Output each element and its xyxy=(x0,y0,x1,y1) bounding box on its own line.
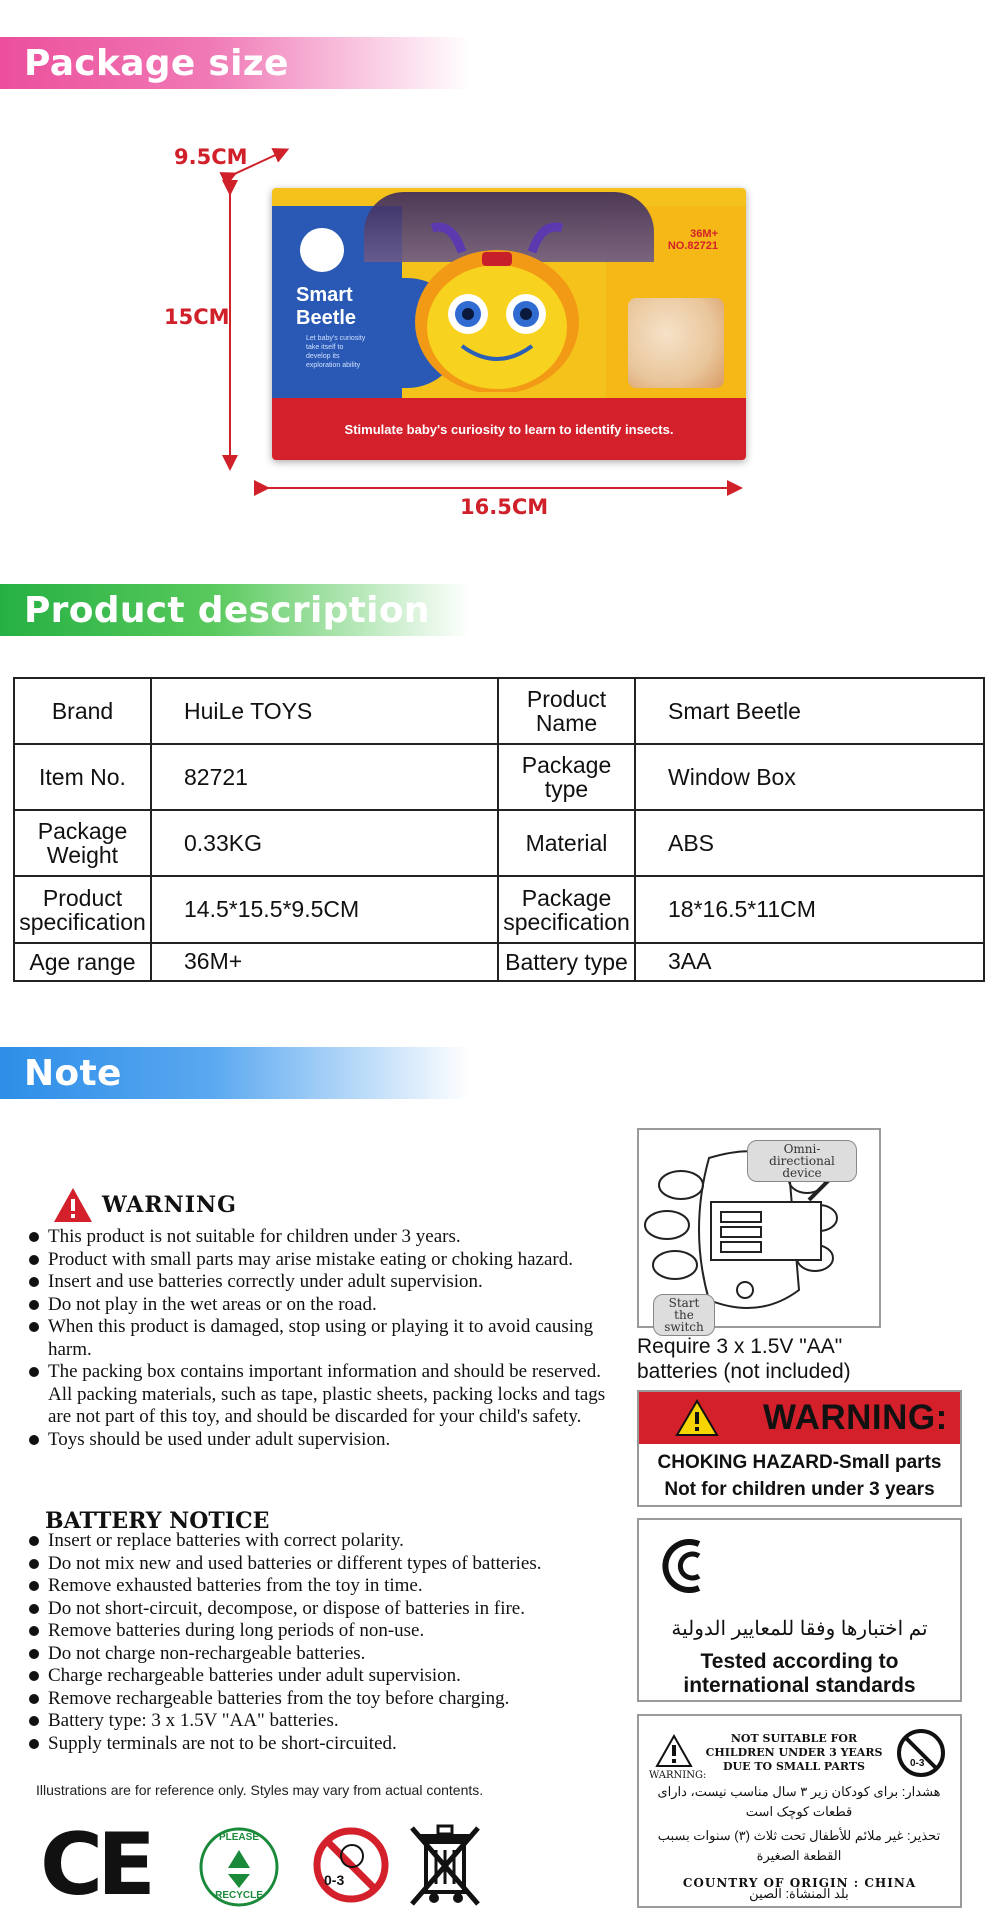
no-trash-bin-icon xyxy=(406,1820,484,1912)
arabic-warning: تحذير: غير ملائم للأطفال تحت ثلاث (٣) سنوات بسبب القطعة الصغيرة xyxy=(657,1828,941,1863)
list-item: Do not charge non-rechargeable batteries. xyxy=(26,1643,646,1666)
box-age: 36M+ NO.82721 xyxy=(667,228,718,252)
age-line: Not for children under 3 years xyxy=(664,1479,935,1500)
list-item: Toys should be used under adult supervision. xyxy=(26,1429,626,1452)
package-box-image xyxy=(272,188,746,460)
battery-diagram xyxy=(637,1128,881,1334)
warning-triangle-icon xyxy=(655,1734,693,1768)
box-slogan: Stimulate baby's curiosity to learn to identify insects. xyxy=(272,398,746,460)
table-row xyxy=(14,876,984,942)
spec-label: Brand xyxy=(14,678,151,744)
spec-value: 14.5*15.5*9.5CM xyxy=(151,876,498,942)
spec-label: Package Weight xyxy=(14,810,151,876)
tested-english: Tested according to international standards xyxy=(683,1650,916,1697)
warning-triangle-icon xyxy=(52,1186,94,1224)
table-row xyxy=(14,678,984,744)
list-item: Do not mix new and used batteries or different types of batteries. xyxy=(26,1553,646,1576)
section-title: Product description xyxy=(24,589,430,631)
list-item: This product is not suitable for children under 3 years. xyxy=(26,1226,626,1249)
list-item: Insert and use batteries correctly under adult supervision. xyxy=(26,1271,626,1294)
spec-value: 82721 xyxy=(151,744,498,810)
spec-value: Window Box xyxy=(635,744,984,810)
warning-title: WARNING xyxy=(102,1192,237,1218)
spec-label: Item No. xyxy=(14,744,151,810)
list-item: When this product is damaged, stop using or playing it to avoid causing harm. xyxy=(26,1316,626,1361)
no-under-3-icon: 0-3 xyxy=(896,1728,946,1778)
not-suitable-panel xyxy=(637,1714,962,1908)
persian-warning: هشدار: برای کودکان زیر ۳ سال مناسب نیست، دارای قطعات کوچک است xyxy=(657,1784,941,1819)
spec-value: 0.33KG xyxy=(151,810,498,876)
list-item: Do not play in the wet areas or on the road. xyxy=(26,1294,626,1317)
list-item: Remove exhausted batteries from the toy in time. xyxy=(26,1575,646,1598)
warning-heading xyxy=(52,1186,237,1224)
battery-notice-title: BATTERY NOTICE xyxy=(45,1508,270,1534)
tested-arabic: تم اختبارها وفقا للمعايير الدولية xyxy=(671,1618,928,1640)
table-row xyxy=(14,943,984,981)
spec-value: 36M+ xyxy=(151,943,498,981)
spec-label: Package specification xyxy=(498,876,635,942)
spec-label: Age range xyxy=(14,943,151,981)
ce-mark-icon: CE xyxy=(40,1815,150,1915)
spec-label: Battery type xyxy=(498,943,635,981)
section-title: Note xyxy=(24,1052,122,1094)
height-label: 15CM xyxy=(164,305,230,329)
list-item: The packing box contains important information and should be reserved. All packing materials, such as tape, plastic sheets, packing locks and tags are not part of this toy, and should be discarded for your child's safety. xyxy=(26,1361,626,1429)
omni-callout: Omni-directional device xyxy=(747,1140,857,1182)
child-photo xyxy=(628,298,724,388)
warning-triangle-icon xyxy=(675,1399,719,1437)
country-of-origin: COUNTRY OF ORIGIN : CHINA xyxy=(682,1876,917,1890)
choking-warning-box xyxy=(637,1390,962,1507)
certification-logo-icon xyxy=(659,1536,719,1596)
spec-value: ABS xyxy=(635,810,984,876)
list-item: Battery type: 3 x 1.5V "AA" batteries. xyxy=(26,1710,646,1733)
switch-callout: Start the switch xyxy=(653,1294,715,1336)
spec-label: Product specification xyxy=(14,876,151,942)
warning-list xyxy=(26,1226,626,1451)
choking-line: CHOKING HAZARD-Small parts xyxy=(657,1452,942,1473)
box-subtitle: Let baby's curiosity take itself to develop its exploration ability xyxy=(306,335,366,369)
list-item: Insert or replace batteries with correct polarity. xyxy=(26,1530,646,1553)
spec-value: Smart Beetle xyxy=(635,678,984,744)
box-brand-name: Smart Beetle xyxy=(296,284,357,329)
brand-logo xyxy=(300,228,344,272)
warning-box-title: WARNING: xyxy=(763,1398,948,1437)
spec-label: Product Name xyxy=(498,678,635,744)
section-banner-product-description xyxy=(0,584,470,636)
list-item: Remove batteries during long periods of non-use. xyxy=(26,1620,646,1643)
spec-value: 3AA xyxy=(635,943,984,981)
table-row xyxy=(14,744,984,810)
battery-notice-list xyxy=(26,1530,646,1755)
not-suitable-text: NOT SUITABLE FOR CHILDREN UNDER 3 YEARS DUE TO SMALL PARTS xyxy=(705,1732,883,1773)
battery-requirement: Require 3 x 1.5V "AA" batteries (not included) xyxy=(637,1335,851,1383)
section-title: Package size xyxy=(24,42,289,84)
recycle-icon: PLEASE RECYCLE xyxy=(198,1826,280,1908)
width-label: 16.5CM xyxy=(460,495,549,519)
warning-small-label: WARNING: xyxy=(649,1770,707,1781)
list-item: Remove rechargeable batteries from the toy before charging. xyxy=(26,1688,646,1711)
country-of-origin-arabic: بلد المنشأة: الصين xyxy=(749,1886,849,1901)
list-item: Charge rechargeable batteries under adult supervision. xyxy=(26,1665,646,1688)
table-row xyxy=(14,810,984,876)
age-restriction-icon: 0-3 xyxy=(312,1826,390,1904)
list-item: Do not short-circuit, decompose, or dispose of batteries in fire. xyxy=(26,1598,646,1621)
depth-label: 9.5CM xyxy=(174,145,248,169)
spec-table xyxy=(13,677,985,982)
section-banner-note xyxy=(0,1047,470,1099)
spec-label: Package type xyxy=(498,744,635,810)
list-item: Product with small parts may arise mistake eating or choking hazard. xyxy=(26,1249,626,1272)
beetle-toy-illustration xyxy=(402,222,592,392)
list-item: Supply terminals are not to be short-circuited. xyxy=(26,1733,646,1756)
spec-value: 18*16.5*11CM xyxy=(635,876,984,942)
illustration-note: Illustrations are for reference only. Styles may vary from actual contents. xyxy=(36,1782,484,1798)
tested-standards-panel xyxy=(637,1518,962,1702)
spec-label: Material xyxy=(498,810,635,876)
spec-value: HuiLe TOYS xyxy=(151,678,498,744)
